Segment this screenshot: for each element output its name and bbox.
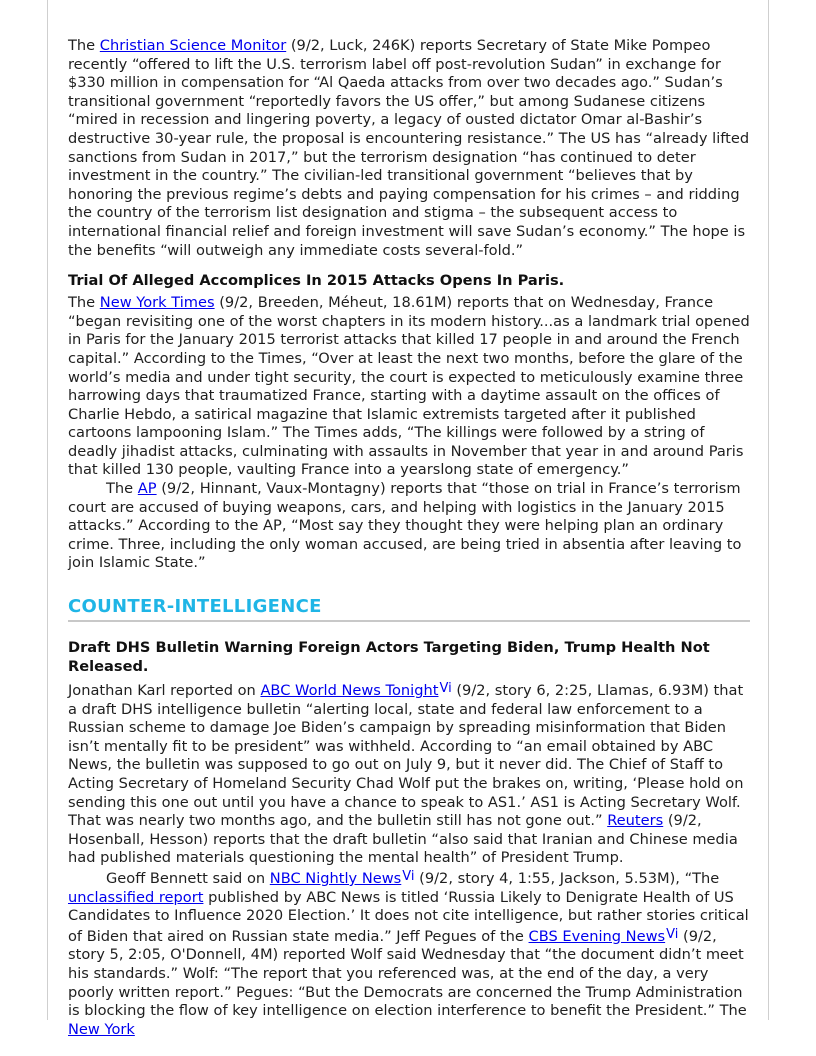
video-icon[interactable]: Vi xyxy=(439,681,452,697)
text-run: (9/2, Luck, 246K) reports Secretary of State Mike Pompeo recently “offered to lift the U.S. terrorism label off post-revolution Sudan” in exchange for $330 million in compensation for “Al Qaeda attacks from over two decades ago.” Sudan’s transitional government “reportedly favors the US offer,” but among Sudanese citizens “mired in recession and lingering poverty, a legacy of ousted dictator Omar al-Bashir’s destructive 30-year rule, the proposal is encountering resistance.” The US has “already lifted sanctions from Sudan in 2017,” but the terrorism designation “has continued to deter investment in the country.” The civilian-led transitional government “believes that by honoring the previous regime’s debts and paying compensation for his crimes – and ridding the country of the terrorism list designation and stigma – the subsequent access to international financial relief and foreign investment will save Sudan’s economy.” The hope is the benefits “will outweigh any immediate costs several-fold.” xyxy=(68,37,750,259)
video-icon[interactable]: Vi xyxy=(402,868,415,884)
text-run: published by ABC News is titled ‘Russia Likely to Denigrate Health of US Candidates to Influence 2020 Election.’ It does not cite intelligence, but rather stories critical of Biden that aired on Russian state media.” Jeff Pegues of the xyxy=(68,888,749,945)
text-run: (9/2, story 4, 1:55, Jackson, 5.53M), “The xyxy=(414,869,720,887)
text-run: (9/2, Breeden, Méheut, 18.61M) reports that on Wednesday, France “began revisiting one of the worst chapters in its modern history...as a landmark trial opened in Paris for the January 2015 terrorist attacks that killed 17 people in and around the French capital.” According to the Times, “Over at least the next two months, before the glare of the world’s media and under tight security, the court is expected to meticulously examine three harrowing days that traumatized France, starting with a daytime assault on the offices of Charlie Hebdo, a satirical magazine that Islamic extremists targeted after it published cartoons lampooning Islam.” The Times adds, “The killings were followed by a string of deadly jihadist attacks, culminating with assaults in November that year in and around Paris that killed 130 people, vaulting France into a yearslong state of emergency.” xyxy=(68,294,750,479)
christian-science-monitor-link[interactable]: Christian Science Monitor xyxy=(99,37,287,54)
text-run: (9/2, Hinnant, Vaux-Montagny) reports that “those on trial in France’s terrorism court are accused of buying weapons, cars, and helping with logistics in the January 2015 attacks.” According to the AP, “Most say they thought they were helping plan an ordinary crime. Three, including the only woman accused, are being tried in absentia after leaving to join Islamic State.” xyxy=(68,480,742,572)
cbs-evening-news-link[interactable]: CBS Evening News xyxy=(528,927,666,945)
text-run: The xyxy=(68,294,100,312)
new-york-times-link[interactable]: New York Times xyxy=(99,294,215,312)
section-heading-counter-intelligence: COUNTER-INTELLIGENCE xyxy=(68,596,750,622)
sudan-paragraph xyxy=(68,37,750,260)
video-icon[interactable]: Vi xyxy=(666,926,679,942)
text-run: (9/2, Hosenball, Hesson) reports that the draft bulletin “also said that Iranian and Chinese media had published materials questioning the mental health” of President Trump. xyxy=(68,812,738,867)
nbc-paragraph xyxy=(68,868,750,1039)
new-york-link[interactable]: New York xyxy=(68,1020,135,1038)
paris-trial-headline: Trial Of Alleged Accomplices In 2015 Attacks Opens In Paris. xyxy=(68,272,565,290)
text-run: Geoff Bennett said on xyxy=(106,869,270,887)
unclassified-report-link[interactable]: unclassified report xyxy=(68,888,204,906)
text-run: (9/2, story 5, 2:05, O'Donnell, 4M) reported Wolf said Wednesday that “the document didn’t meet his standards.” Wolf: “The report that you referenced was, at the end of the day, a very poorly written report.” Pegues: “But the Democrats are concerned the Trump Administration is blocking the flow of key intelligence on election interference to benefit the President.” The xyxy=(68,927,747,1020)
abc-world-news-tonight-link[interactable]: ABC World News Tonight xyxy=(260,682,439,700)
dhs-bulletin-headline: Draft DHS Bulletin Warning Foreign Actors Targeting Biden, Trump Health Not Released. xyxy=(68,639,710,676)
text-run: The xyxy=(68,37,100,54)
abc-paragraph xyxy=(68,680,750,868)
ap-paragraph xyxy=(68,480,750,573)
newsletter-content xyxy=(68,37,750,1039)
text-run: The xyxy=(106,480,138,498)
reuters-link[interactable]: Reuters xyxy=(607,812,664,830)
ap-link[interactable]: AP xyxy=(137,480,157,498)
text-run: Jonathan Karl reported on xyxy=(68,682,261,700)
paris-trial-paragraph xyxy=(68,294,750,480)
text-run: (9/2, story 6, 2:25, Llamas, 6.93M) that a draft DHS intelligence bulletin “alerting local, state and federal law enforcement to a Russian scheme to damage Joe Biden’s campaign by spreading misinformation that Biden isn’t mentally fit to be president” was withheld. According to “an email obtained by ABC News, the bulletin was supposed to go out on July 9, but it never did. The Chief of Staff to Acting Secretary of Homeland Security Chad Wolf put the brakes on, writing, ‘Please hold on sending this one out until you have a chance to speak to AS1.’ AS1 is Acting Secretary Wolf. That was nearly two months ago, and the bulletin still has not gone out.” xyxy=(68,682,744,830)
nbc-nightly-news-link[interactable]: NBC Nightly News xyxy=(269,869,402,887)
